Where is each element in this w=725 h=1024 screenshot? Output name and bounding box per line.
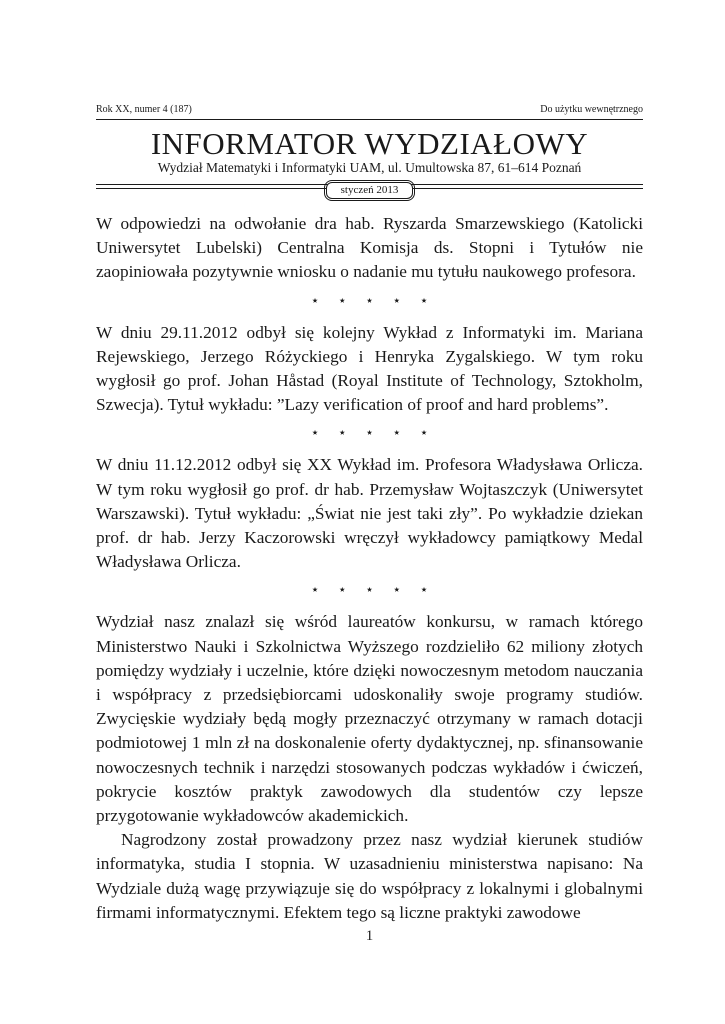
paragraph-orlicz-lecture: W dniu 11.12.2012 odbył się XX Wykład im. Profesora Władysława Orlicza. W tym roku wygłosił go prof. dr hab. Przemysław Wojtaszczyk (Uniwersytet Warszawski). Tytuł wykładu: „Świat nie jest taki zły”. Po wykładzie dziekan prof. dr hab. Jerzy Kaczorowski wręczył wykładowcy pamiątkowy Medal Władysława Orlicza. xyxy=(96,455,643,572)
header-topline xyxy=(96,104,643,116)
separator-stars: ⋆ ⋆ ⋆ ⋆ ⋆ xyxy=(310,426,429,442)
separator-stars: ⋆ ⋆ ⋆ ⋆ ⋆ xyxy=(310,583,429,599)
paragraph-informatics-award: Nagrodzony został prowadzony przez nasz wydział kierunek studiów informatyka, studia I stopnia. W uzasadnieniu ministerstwa napisano: Na Wydziale dużą wagę przywiązuje się do współpracy z lokalnymi i globalnymi firmami informatycznymi. Efektem tego są liczne praktyki zawodowe xyxy=(96,830,643,922)
article-body xyxy=(96,212,643,925)
header-rule xyxy=(96,119,643,120)
paragraph-rejewski-lecture: W dniu 29.11.2012 odbył się kolejny Wykład z Informatyki im. Mariana Rejewskiego, Jerzego Różyckiego i Henryka Zygalskiego. W tym roku wygłosił go prof. Johan Håstad (Royal Institute of Technology, Sztokholm, Szwecja). Tytuł wykładu: ”Lazy verification of proof and hard problems”. xyxy=(96,322,643,415)
date-box-wrap xyxy=(96,178,643,199)
newsletter-title: INFORMATOR WYDZIAŁOWY xyxy=(150,126,589,161)
faculty-address: Wydział Matematyki i Informatyki UAM, ul. Umultowska 87, 61–614 Poznań xyxy=(157,160,582,175)
paragraph-ministry-award: Wydział nasz znalazł się wśród laureatów konkursu, w ramach którego Ministerstwo Nauki i Szkolnictwa Wyższego rozdzieliło 62 miliony złotych pomiędzy wydziały i uczelnie, które dzięki nowoczesnym metodom nauczania i współpracy z przedsiębiorcami udoskonaliły swoje programy studiów. Zwycięskie wydziały będą mogły przeznaczyć otrzymany w ramach dotacji podmiotowej 1 mln zł na doskonalenie oferty dydaktycznej, np. sfinansowanie nowoczesnych technik i narzędzi stosowanych podczas wykładów i ćwiczeń, pokrycie kosztów praktyk zawodowych dla studentów czy lepsze przygotowanie wykładowców akademickich. xyxy=(96,612,643,826)
page-number: 1 xyxy=(365,928,374,944)
paragraph-smarzewski: W odpowiedzi na odwołanie dra hab. Ryszarda Smarzewskiego (Katolicki Uniwersytet Lubelski) Centralna Komisja ds. Stopni i Tytułów nie zaopiniowała pozytywnie wniosku o nadanie mu tytułu naukowego profesora. xyxy=(96,214,643,282)
usage-note: Do użytku wewnętrznego xyxy=(540,104,643,115)
issue-number: Rok XX, numer 4 (187) xyxy=(96,104,192,115)
page xyxy=(96,0,643,1024)
separator-stars: ⋆ ⋆ ⋆ ⋆ ⋆ xyxy=(310,293,429,309)
issue-date: styczeń 2013 xyxy=(326,182,414,199)
